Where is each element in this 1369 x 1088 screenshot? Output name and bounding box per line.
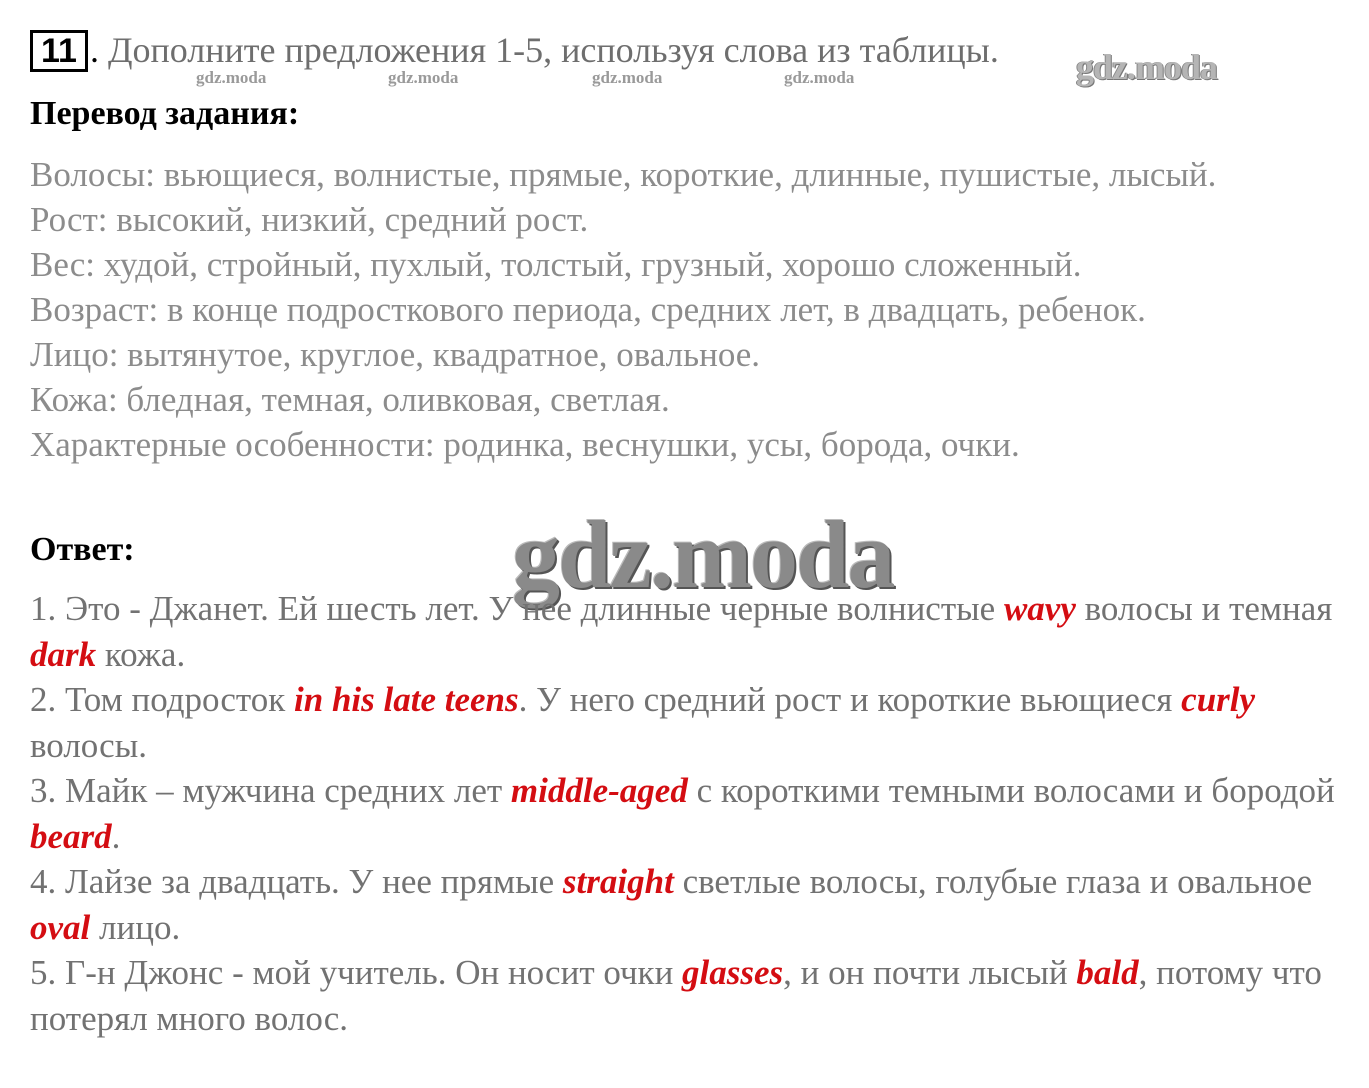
answer-item — [30, 586, 1340, 677]
keyword: curly — [1181, 680, 1256, 719]
answer-text: 2. Том подросток — [30, 680, 295, 719]
answer-text: светлые волосы, голубые глаза и овальное — [673, 862, 1313, 901]
watermark: gdz.moda — [388, 68, 459, 87]
keyword: straight — [562, 862, 674, 901]
answer-text: с короткими темными волосами и бородой — [687, 771, 1335, 810]
answer-text: 4. Лайзе за двадцать. У нее прямые — [30, 862, 563, 901]
watermark: gdz.moda — [196, 68, 267, 87]
keyword: wavy — [1003, 589, 1076, 628]
watermark: gdz.moda — [1076, 47, 1218, 87]
answer-text: волосы. — [30, 725, 147, 765]
answer-text: 3. Майк – мужчина средних лет — [30, 771, 511, 810]
keyword: middle-aged — [510, 771, 688, 810]
answer-text: волосы и темная — [1075, 589, 1333, 628]
answer-text: лицо. — [90, 907, 181, 947]
keyword: beard — [30, 816, 112, 856]
translation-heading: Перевод задания: — [30, 95, 300, 132]
watermark: gdz.moda — [592, 68, 663, 87]
answer-text: 1. Это - Джанет. Ей шесть лет. У нее длинные черные волнистые — [30, 589, 1004, 628]
task-number: 11 — [30, 30, 88, 72]
answer-item — [30, 768, 1340, 859]
task-instruction: Дополните предложения 1-5, используя слова из таблицы. — [107, 30, 999, 70]
translation-line: Возраст: в конце подросткового периода, средних лет, в двадцать, ребенок. — [30, 290, 1146, 329]
task-header — [30, 28, 999, 72]
watermark-large: gdz.moda — [512, 501, 894, 608]
task-number-dot: . — [89, 30, 99, 70]
answer-item — [30, 677, 1340, 768]
answer-item — [30, 859, 1340, 950]
answer-item — [30, 950, 1340, 1041]
translation-block — [30, 152, 1330, 467]
translation-line: Рост: высокий, низкий, средний рост. — [30, 200, 589, 239]
answer-text: 5. Г-н Джонс - мой учитель. Он носит очки — [30, 953, 683, 992]
watermark: gdz.moda — [784, 68, 855, 87]
keyword: glasses — [682, 953, 784, 992]
answer-text: . У него средний рост и короткие вьющиеся — [518, 680, 1182, 719]
translation-line: Вес: худой, стройный, пухлый, толстый, грузный, хорошо сложенный. — [30, 245, 1082, 284]
answer-text: , и он почти лысый — [783, 953, 1077, 992]
answer-heading: Ответ: — [30, 531, 135, 568]
answer-text: . — [111, 816, 121, 856]
answer-block — [30, 586, 1340, 1041]
translation-line: Характерные особенности: родинка, веснушки, усы, борода, очки. — [30, 425, 1020, 464]
translation-line: Лицо: вытянутое, круглое, квадратное, овальное. — [30, 335, 761, 374]
answer-text: кожа. — [96, 634, 186, 674]
keyword: oval — [30, 907, 91, 947]
keyword: in his late teens — [294, 680, 519, 719]
translation-line: Кожа: бледная, темная, оливковая, светлая. — [30, 380, 670, 419]
translation-line: Волосы: вьющиеся, волнистые, прямые, короткие, длинные, пушистые, лысый. — [30, 155, 1217, 194]
answer-text: , потому что потерял много волос. — [30, 953, 1322, 1038]
keyword: bald — [1076, 953, 1139, 992]
keyword: dark — [30, 634, 97, 674]
